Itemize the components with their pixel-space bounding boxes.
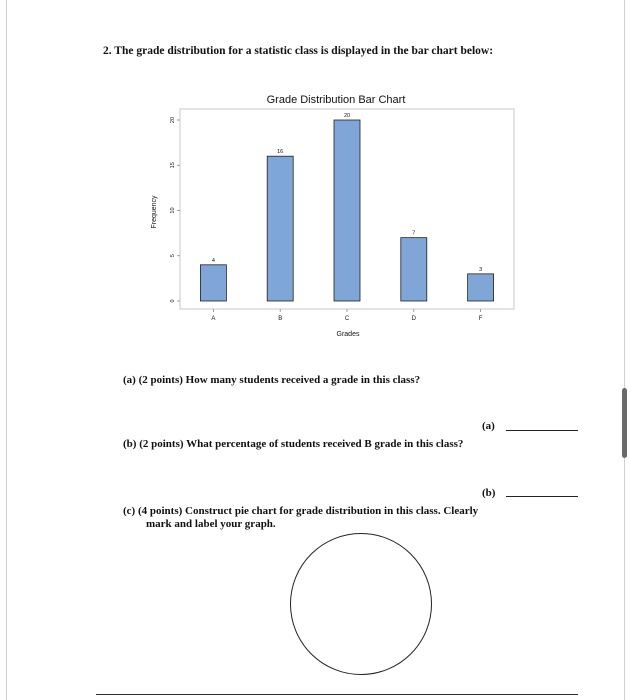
- y-tick-label: 5: [170, 254, 176, 258]
- part-c-line2: [146, 518, 276, 530]
- data-label-B: 16: [277, 149, 284, 156]
- data-label-A: 4: [211, 257, 215, 264]
- answer-b-line[interactable]: [506, 496, 578, 497]
- answer-a-line[interactable]: [506, 430, 578, 431]
- page-right-border: [624, 0, 625, 700]
- pie-chart-circle[interactable]: [290, 533, 432, 675]
- x-tick-label-F: F: [478, 316, 483, 322]
- part-b-points: (2 points): [139, 438, 184, 450]
- page-left-border: [6, 0, 7, 700]
- data-label-F: 3: [479, 266, 483, 273]
- x-tick-label-B: B: [278, 316, 283, 322]
- bar-chart-svg: [142, 88, 531, 340]
- x-tick-label-D: D: [411, 316, 416, 322]
- x-axis-label: Grades: [336, 331, 360, 338]
- y-tick-label: 15: [170, 162, 176, 169]
- bar-chart: [142, 88, 531, 340]
- question-2: [103, 45, 493, 57]
- scrollbar-thumb[interactable]: [622, 388, 627, 458]
- answer-b-label: (b): [482, 487, 496, 499]
- part-c-label: (c): [123, 505, 136, 517]
- question-number: 2.: [103, 45, 112, 57]
- data-label-C: 20: [343, 113, 351, 119]
- question-text: The grade distribution for a statistic class is displayed in the bar chart below:: [114, 45, 494, 57]
- x-tick-label-A: A: [211, 316, 216, 322]
- chart-title: Grade Distribution Bar Chart: [266, 94, 406, 106]
- part-b: [123, 438, 463, 450]
- bar-C: [334, 120, 360, 301]
- y-tick-label: 20: [170, 116, 176, 124]
- answer-a-label: (a): [482, 420, 495, 432]
- part-b-label: (b): [123, 438, 137, 450]
- data-label-D: 7: [412, 230, 416, 237]
- y-tick-label: 0: [170, 299, 176, 303]
- bottom-divider: [96, 694, 578, 695]
- bar-A: [200, 265, 226, 301]
- bar-B: [267, 156, 293, 301]
- part-a-label: (a): [123, 374, 136, 386]
- part-a: [123, 374, 420, 386]
- part-c-points: (4 points): [137, 505, 183, 517]
- part-b-text: What percentage of students received B grade in this class?: [186, 438, 464, 450]
- part-c-text-line2: mark and label your graph.: [146, 518, 276, 530]
- part-c-text-line1: Construct pie chart for grade distribution in this class. Clearly: [185, 505, 479, 517]
- bar-D: [401, 238, 427, 301]
- x-tick-label-C: C: [344, 316, 350, 322]
- part-a-points: (2 points): [138, 374, 183, 386]
- y-axis-label: Frequency: [151, 195, 158, 229]
- part-c: [123, 505, 478, 517]
- bar-F: [468, 274, 494, 301]
- part-a-text: How many students received a grade in this class?: [185, 374, 421, 386]
- y-tick-label: 10: [170, 207, 176, 214]
